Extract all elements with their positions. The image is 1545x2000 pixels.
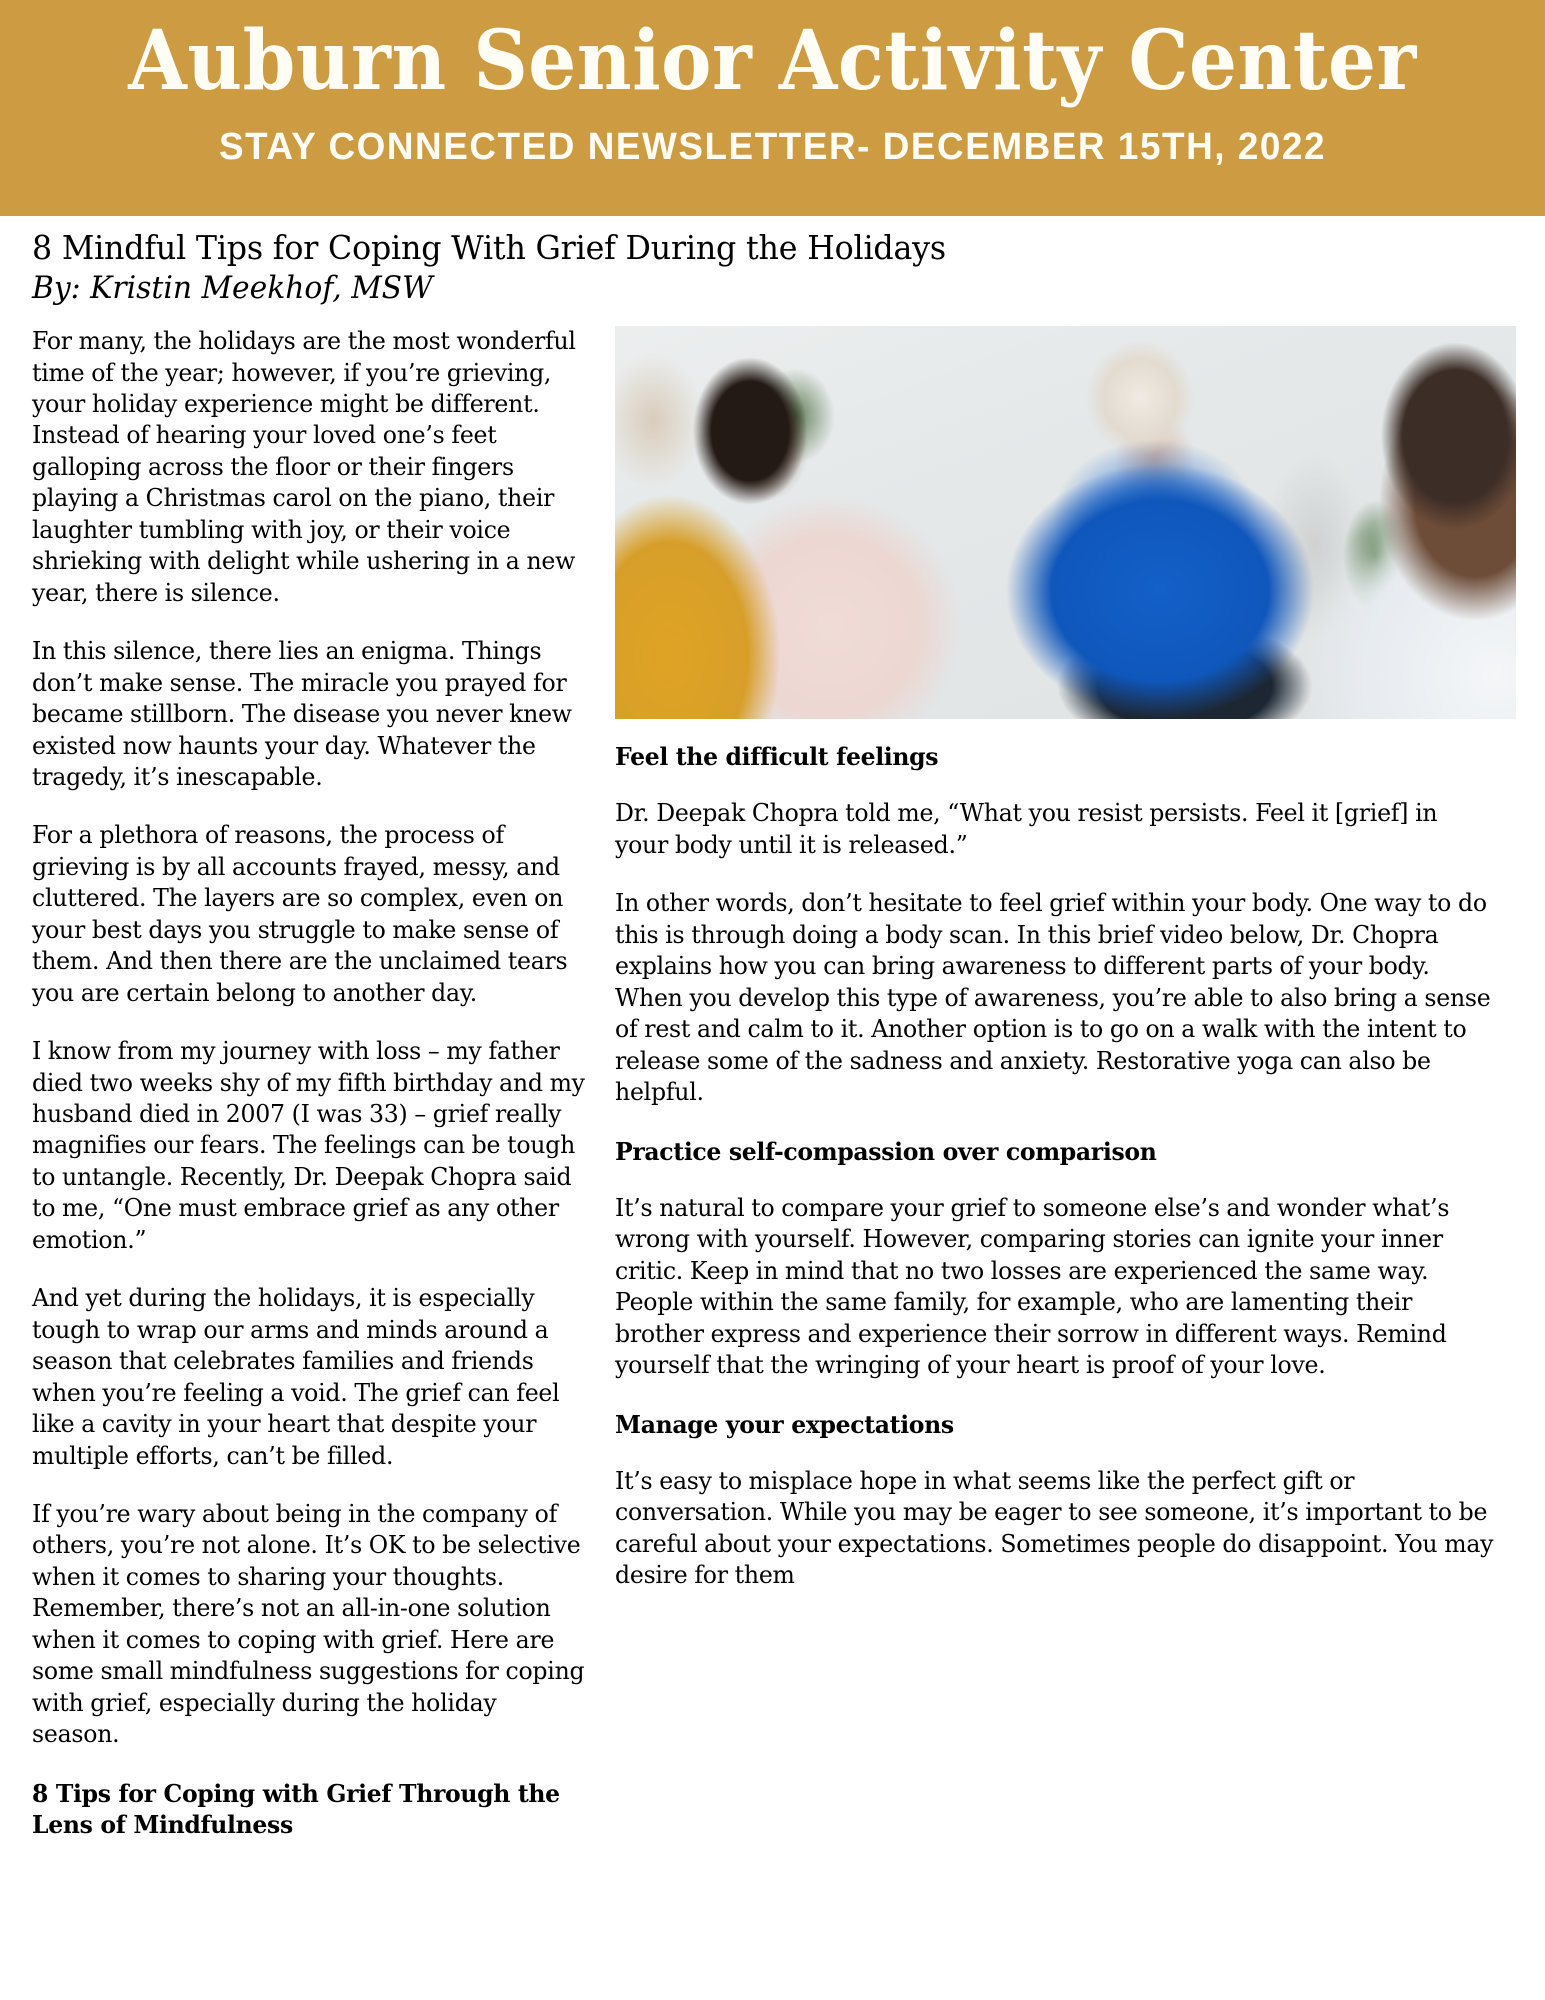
paragraph: And yet during the holidays, it is especially tough to wrap our arms and minds around a season that celebrates families and friends when you’re feeling a void. The grief can feel like a cavity in your heart that despite your multiple efforts, can’t be filled. bbox=[32, 1284, 560, 1470]
paragraph: Dr. Deepak Chopra told me, “What you resist persists. Feel it [grief] in your body until it is released.” bbox=[615, 799, 1438, 859]
paragraph: It’s natural to compare your grief to someone else’s and wonder what’s wrong with yourself. However, comparing stories can ignite your inner critic. Keep in mind that no two losses are experienced the same way. People within the same family, for example, who are lamenting their brother express and experience their sorrow in different ways. Remind yourself that the wringing of your heart is proof of your love. bbox=[615, 1193, 1450, 1380]
paragraph: For a plethora of reasons, the process of grieving is by all accounts frayed, messy, and cluttered. The layers are so complex, even on your best days you struggle to make sense of them. And then there are the unclaimed tears you are certain belong to another day. bbox=[32, 821, 568, 1007]
heading-practice-self-compassion: Practice self-compassion over comparison bbox=[615, 1136, 1157, 1166]
paragraph: For many, the holidays are the most wonderful time of the year; however, if you’re grieving, your holiday experience might be different. Instead of hearing your loved one’s feet galloping across the floor or their fingers playing a Christmas carol on the piano, their laughter tumbling with joy, or their voice shrieking with delight while ushering in a new year, there is silence. bbox=[32, 327, 576, 607]
photo-image bbox=[615, 326, 1516, 719]
tips-section-heading: 8 Tips for Coping with Grief Through the Lens of Mindfulness bbox=[32, 1778, 560, 1839]
newsletter-subtitle: STAY CONNECTED NEWSLETTER- DECEMBER 15TH, 2022 bbox=[218, 126, 1327, 168]
paragraph: It’s easy to misplace hope in what seems like the perfect gift or conversation. While you may be eager to see someone, it’s important to be careful about your expectations. Sometimes people do disappoint. You may desire for them bbox=[615, 1466, 1494, 1590]
right-column bbox=[600, 326, 1545, 1592]
grief-support-photo bbox=[615, 326, 1516, 719]
article-header bbox=[0, 216, 1545, 308]
paragraph: If you’re wary about being in the company of others, you’re not alone. It’s OK to be selective when it comes to sharing your thoughts. Remember, there’s not an all-in-one solution when it comes to coping with grief. Here are some small mindfulness suggestions for coping with grief, especially during the holiday season. bbox=[32, 1500, 585, 1749]
organization-title: Auburn Senior Activity Center bbox=[128, 13, 1417, 109]
article-body bbox=[0, 326, 1545, 1866]
paragraph: I know from my journey with loss – my father died two weeks shy of my fifth birthday and my husband died in 2007 (I was 33) – grief really magnifies our fears. The feelings can be tough to untangle. Recently, Dr. Deepak Chopra said to me, “One must embrace grief as any other emotion.” bbox=[32, 1037, 585, 1254]
article-title: 8 Mindful Tips for Coping With Grief During the Holidays bbox=[32, 228, 946, 267]
heading-manage-your-expectations: Manage your expectations bbox=[615, 1409, 954, 1439]
newsletter-banner bbox=[0, 0, 1545, 216]
left-column bbox=[0, 326, 600, 1866]
article-byline: By: Kristin Meekhof, MSW bbox=[32, 270, 433, 307]
paragraph: In other words, don’t hesitate to feel grief within your body. One way to do this is through doing a body scan. In this brief video below, Dr. Chopra explains how you can bring awareness to different parts of your body. When you develop this type of awareness, you’re able to also bring a sense of rest and calm to it. Another option is to go on a walk with the intent to release some of the sadness and anxiety. Restorative yoga can also be helpful. bbox=[615, 889, 1491, 1107]
heading-feel-the-difficult-feelings: Feel the difficult feelings bbox=[615, 742, 939, 772]
paragraph: In this silence, there lies an enigma. Things don’t make sense. The miracle you prayed for became stillborn. The disease you never knew existed now haunts your day. Whatever the tragedy, it’s inescapable. bbox=[32, 637, 572, 791]
